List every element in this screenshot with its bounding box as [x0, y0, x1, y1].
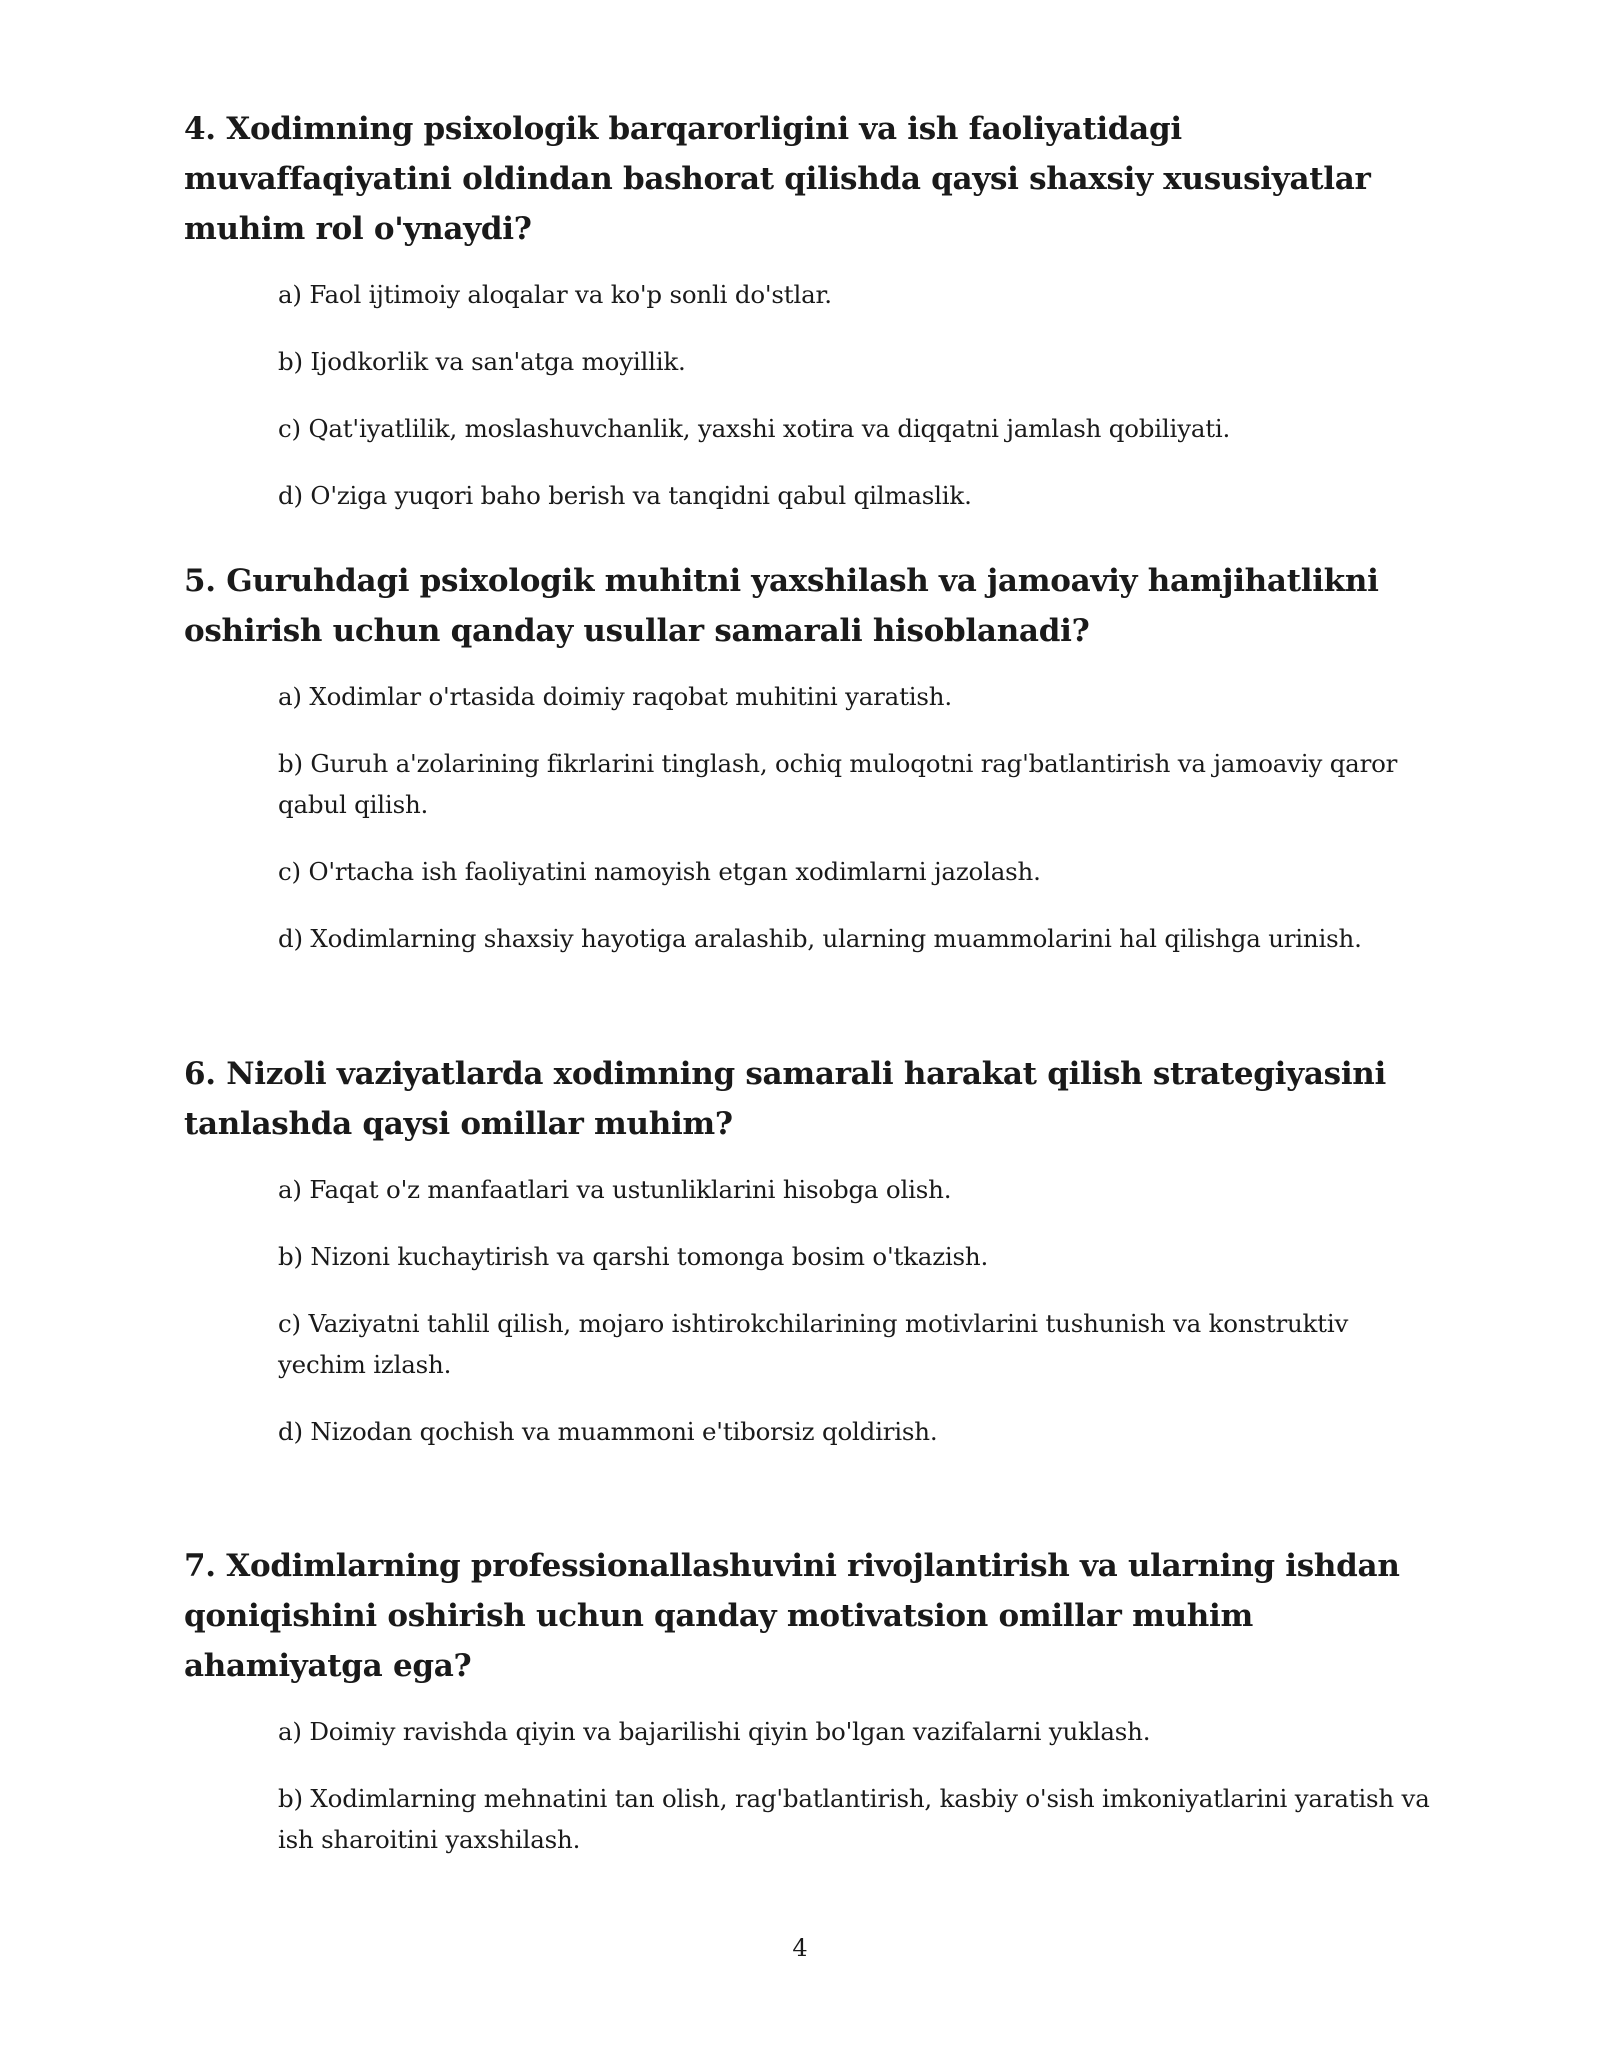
answer-option-c: c) O'rtacha ish faoliyatini namoyish etgan xodimlarni jazolash. — [278, 857, 1041, 886]
question-6 — [184, 1049, 1434, 1478]
answer-option-d: d) Nizodan qochish va muammoni e'tiborsiz qoldirish. — [278, 1417, 938, 1446]
answer-option-c: c) Vaziyatni tahlil qilish, mojaro ishtirokchilarining motivlarini tushunish va konstruktiv yechim izlash. — [278, 1309, 1349, 1379]
answer-options — [184, 1169, 1434, 1452]
question-title: 5. Guruhdagi psixologik muhitni yaxshilash va jamoaviy hamjihatlikni oshirish uchun qanday usullar samarali hisoblanadi? — [184, 563, 1379, 649]
answer-option-a: a) Xodimlar o'rtasida doimiy raqobat muhitini yaratish. — [278, 682, 952, 711]
answer-option-b: b) Ijodkorlik va san'atga moyillik. — [278, 347, 686, 376]
page-number: 4 — [792, 1934, 808, 1962]
answer-option-b: b) Guruh a'zolarining fikrlarini tinglash, ochiq muloqotni rag'batlantirish va jamoaviy qaror qabul qilish. — [278, 749, 1398, 819]
answer-option-d: d) O'ziga yuqori baho berish va tanqidni qabul qilmaslik. — [278, 481, 972, 510]
answer-option-a: a) Faqat o'z manfaatlari va ustunliklarini hisobga olish. — [278, 1175, 952, 1204]
answer-options — [184, 676, 1434, 959]
answer-option-b: b) Nizoni kuchaytirish va qarshi tomonga bosim o'tkazish. — [278, 1242, 989, 1271]
answer-option-a: a) Doimiy ravishda qiyin va bajarilishi qiyin bo'lgan vazifalarni yuklash. — [278, 1717, 1151, 1746]
answer-option-b: b) Xodimlarning mehnatini tan olish, rag'batlantirish, kasbiy o'sish imkoniyatlarini yaratish va ish sharoitini yaxshilash. — [278, 1784, 1430, 1854]
question-5 — [184, 556, 1434, 985]
question-4 — [184, 104, 1434, 542]
question-title: 4. Xodimning psixologik barqarorligini va ish faoliyatidagi muvaffaqiyatini oldindan bashorat qilishda qaysi shaxsiy xususiyatlar muhim rol o'ynaydi? — [184, 111, 1371, 247]
answer-option-c: c) Qat'iyatlilik, moslashuvchanlik, yaxshi xotira va diqqatni jamlash qobiliyati. — [278, 414, 1231, 443]
answer-options — [184, 1711, 1434, 1860]
question-title: 6. Nizoli vaziyatlarda xodimning samarali harakat qilish strategiyasini tanlashda qaysi omillar muhim? — [184, 1056, 1387, 1142]
answer-option-d: d) Xodimlarning shaxsiy hayotiga aralashib, ularning muammolarini hal qilishga urinish. — [278, 924, 1362, 953]
question-7 — [184, 1541, 1434, 1886]
answer-option-a: a) Faol ijtimoiy aloqalar va ko'p sonli do'stlar. — [278, 280, 832, 309]
question-title: 7. Xodimlarning professionallashuvini rivojlantirish va ularning ishdan qoniqishini oshirish uchun qanday motivatsion omillar muhim ahamiyatga ega? — [184, 1548, 1400, 1684]
answer-options — [184, 274, 1434, 516]
